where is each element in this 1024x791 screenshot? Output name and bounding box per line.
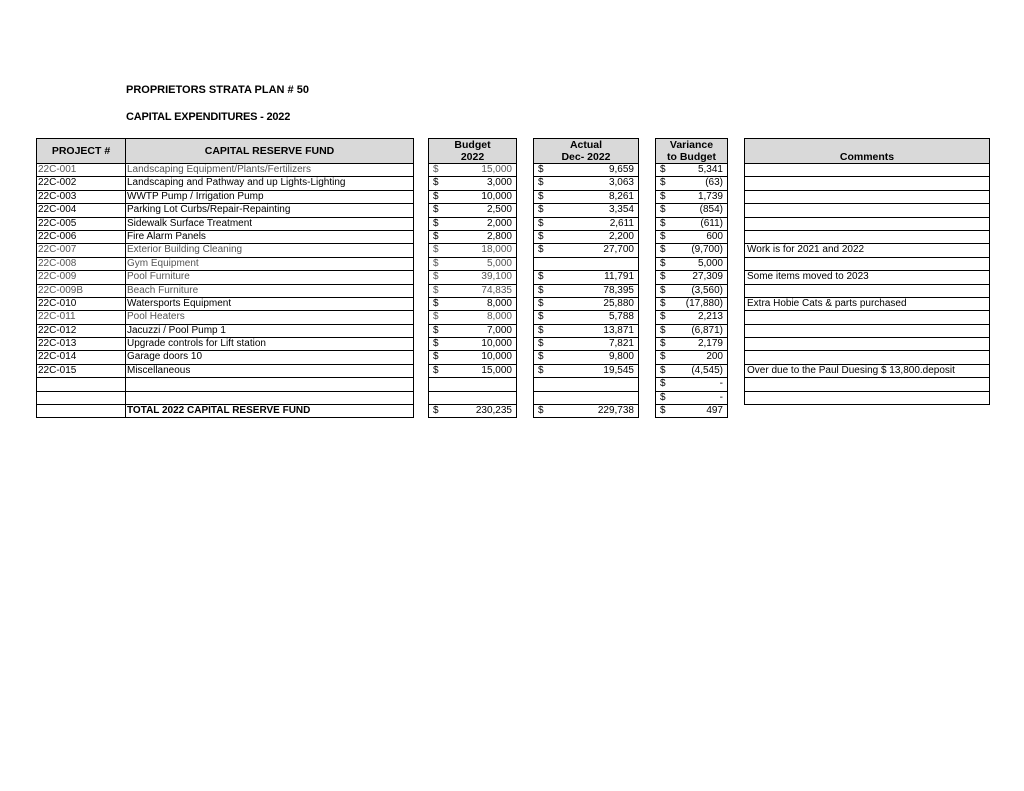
fund-description: Gym Equipment <box>125 258 414 271</box>
currency-symbol: $ <box>538 244 544 256</box>
currency-symbol: $ <box>538 311 544 323</box>
currency-symbol: $ <box>538 297 544 309</box>
fund-description: Exterior Building Cleaning <box>125 244 414 257</box>
fund-description: Fire Alarm Panels <box>125 231 414 244</box>
amount-value: 5,000 <box>486 257 512 269</box>
project-number: 22C-008 <box>36 258 126 271</box>
currency-symbol: $ <box>660 177 666 189</box>
amount-cell <box>533 365 639 378</box>
currency-symbol: $ <box>433 271 439 283</box>
amount-value: 2,213 <box>697 311 723 323</box>
actual-header-line2: Dec- 2022 <box>561 151 611 163</box>
amount-cell <box>428 191 517 204</box>
currency-symbol: $ <box>660 364 666 376</box>
currency-symbol: $ <box>660 405 666 417</box>
amount-value: 8,000 <box>486 297 512 309</box>
amount-value: 27,309 <box>692 271 723 283</box>
comment-cell: Work is for 2021 and 2022 <box>744 244 990 257</box>
project-number <box>36 392 126 405</box>
fund-description: Parking Lot Curbs/Repair-Repainting <box>125 204 414 217</box>
fund-header-label: CAPITAL RESERVE FUND <box>204 145 335 157</box>
currency-symbol: $ <box>538 351 544 363</box>
comment-cell: Extra Hobie Cats & parts purchased <box>744 298 990 311</box>
comments-header <box>744 138 990 164</box>
project-number: 22C-013 <box>36 338 126 351</box>
amount-cell <box>655 311 728 324</box>
amount-cell <box>533 378 639 391</box>
amount-cell <box>428 164 517 177</box>
project-number <box>36 378 126 391</box>
comment-cell <box>744 325 990 338</box>
amount-cell <box>533 204 639 217</box>
amount-cell <box>428 338 517 351</box>
currency-symbol: $ <box>538 204 544 216</box>
amount-value: (63) <box>705 177 723 189</box>
amount-cell <box>533 392 639 405</box>
fund-description: WWTP Pump / Irrigation Pump <box>125 191 414 204</box>
amount-cell <box>533 218 639 231</box>
fund-description: Garage doors 10 <box>125 351 414 364</box>
amount-cell <box>533 177 639 190</box>
project-number: 22C-012 <box>36 325 126 338</box>
project-number: 22C-006 <box>36 231 126 244</box>
fund-description: Pool Heaters <box>125 311 414 324</box>
currency-symbol: $ <box>538 405 544 417</box>
budget-header-line1: Budget <box>454 139 491 151</box>
currency-symbol: $ <box>433 338 439 350</box>
amount-value: 13,871 <box>603 324 634 336</box>
amount-value: 9,659 <box>608 164 634 175</box>
currency-symbol: $ <box>660 297 666 309</box>
amount-cell <box>655 177 728 190</box>
fund-description <box>125 378 414 391</box>
amount-value: (17,880) <box>685 297 723 309</box>
amount-cell <box>533 285 639 298</box>
project-header <box>36 138 126 164</box>
currency-symbol: $ <box>538 177 544 189</box>
amount-cell <box>428 218 517 231</box>
amount-cell <box>428 258 517 271</box>
amount-cell <box>533 405 639 418</box>
currency-symbol: $ <box>660 391 666 403</box>
amount-cell <box>428 378 517 391</box>
currency-symbol: $ <box>538 230 544 242</box>
amount-value: 78,395 <box>603 284 634 296</box>
project-number: 22C-009 <box>36 271 126 284</box>
currency-symbol: $ <box>433 257 439 269</box>
comment-cell <box>744 231 990 244</box>
amount-cell <box>428 298 517 311</box>
amount-value: 3,063 <box>608 177 634 189</box>
fund-description: Landscaping and Pathway and up Lights-Lighting <box>125 177 414 190</box>
actual-header <box>533 138 639 164</box>
currency-symbol: $ <box>538 271 544 283</box>
currency-symbol: $ <box>538 190 544 202</box>
amount-cell <box>655 365 728 378</box>
amount-value: 15,000 <box>481 164 512 175</box>
currency-symbol: $ <box>660 284 666 296</box>
amount-cell <box>428 311 517 324</box>
project-number: 22C-003 <box>36 191 126 204</box>
amount-value: 2,611 <box>609 217 634 229</box>
amount-value: 7,000 <box>486 324 512 336</box>
project-number: 22C-005 <box>36 218 126 231</box>
amount-cell <box>533 271 639 284</box>
currency-symbol: $ <box>660 257 666 269</box>
amount-cell <box>428 365 517 378</box>
comments-header-label: Comments <box>839 151 895 163</box>
amount-cell <box>533 258 639 271</box>
currency-symbol: $ <box>433 164 439 175</box>
comment-cell <box>744 285 990 298</box>
amount-value: 229,738 <box>597 405 634 417</box>
total-project-cell <box>36 405 126 418</box>
currency-symbol: $ <box>660 204 666 216</box>
variance-header-line1: Variance <box>669 139 714 151</box>
fund-description: Miscellaneous <box>125 365 414 378</box>
amount-cell <box>428 285 517 298</box>
amount-cell <box>533 351 639 364</box>
amount-cell <box>533 325 639 338</box>
comment-cell <box>744 392 990 405</box>
amount-value: (611) <box>700 217 723 229</box>
fund-description: Landscaping Equipment/Plants/Fertilizers <box>125 164 414 177</box>
currency-symbol: $ <box>538 324 544 336</box>
currency-symbol: $ <box>660 338 666 350</box>
amount-value: 2,800 <box>486 230 512 242</box>
amount-value: 39,100 <box>481 271 512 283</box>
fund-description <box>125 392 414 405</box>
currency-symbol: $ <box>538 164 544 175</box>
amount-value: 10,000 <box>481 338 512 350</box>
amount-value: (9,700) <box>691 244 723 256</box>
amount-cell <box>655 392 728 405</box>
amount-value: 2,500 <box>486 204 512 216</box>
amount-value: 497 <box>706 405 723 417</box>
amount-cell <box>533 311 639 324</box>
amount-cell <box>428 392 517 405</box>
amount-value: 74,835 <box>481 284 512 296</box>
amount-cell <box>428 177 517 190</box>
amount-value: 3,354 <box>608 204 634 216</box>
amount-value: 7,821 <box>608 338 634 350</box>
amount-cell <box>533 338 639 351</box>
currency-symbol: $ <box>433 284 439 296</box>
amount-value: 8,000 <box>486 311 512 323</box>
amount-cell <box>655 231 728 244</box>
amount-value: 200 <box>706 351 723 363</box>
currency-symbol: $ <box>660 230 666 242</box>
amount-value: (4,545) <box>691 364 723 376</box>
budget-header <box>428 138 517 164</box>
fund-description: Upgrade controls for Lift station <box>125 338 414 351</box>
amount-value: (3,560) <box>691 284 723 296</box>
amount-value: 2,000 <box>486 217 512 229</box>
amount-cell <box>655 298 728 311</box>
currency-symbol: $ <box>433 230 439 242</box>
amount-value: 15,000 <box>481 364 512 376</box>
currency-symbol: $ <box>660 271 666 283</box>
amount-cell <box>655 218 728 231</box>
currency-symbol: $ <box>660 351 666 363</box>
project-number: 22C-011 <box>36 311 126 324</box>
currency-symbol: $ <box>660 244 666 256</box>
project-number: 22C-010 <box>36 298 126 311</box>
sheet-title: CAPITAL EXPENDITURES - 2022 <box>126 111 291 123</box>
project-number: 22C-004 <box>36 204 126 217</box>
currency-symbol: $ <box>660 164 666 175</box>
amount-value: 9,800 <box>608 351 634 363</box>
amount-cell <box>428 271 517 284</box>
amount-cell <box>428 325 517 338</box>
total-label: TOTAL 2022 CAPITAL RESERVE FUND <box>125 405 414 418</box>
currency-symbol: $ <box>660 217 666 229</box>
variance-header-line2: to Budget <box>667 151 716 163</box>
amount-value: - <box>719 391 723 403</box>
amount-value: 2,179 <box>697 338 723 350</box>
currency-symbol: $ <box>433 177 439 189</box>
amount-value: 5,000 <box>697 257 723 269</box>
project-number: 22C-009B <box>36 285 126 298</box>
currency-symbol: $ <box>433 204 439 216</box>
amount-value: - <box>719 378 723 390</box>
currency-symbol: $ <box>433 217 439 229</box>
project-number: 22C-001 <box>36 164 126 177</box>
amount-cell <box>655 191 728 204</box>
comment-cell <box>744 164 990 177</box>
comment-cell: Some items moved to 2023 <box>744 271 990 284</box>
amount-cell <box>655 351 728 364</box>
amount-value: 230,235 <box>475 405 512 417</box>
project-number: 22C-014 <box>36 351 126 364</box>
project-number: 22C-002 <box>36 177 126 190</box>
currency-symbol: $ <box>538 364 544 376</box>
project-number: 22C-015 <box>36 365 126 378</box>
amount-cell <box>655 378 728 391</box>
fund-header <box>125 138 414 164</box>
amount-value: 27,700 <box>603 244 634 256</box>
amount-cell <box>533 298 639 311</box>
currency-symbol: $ <box>433 364 439 376</box>
currency-symbol: $ <box>433 244 439 256</box>
project-header-label: PROJECT # <box>51 145 111 157</box>
amount-cell <box>655 258 728 271</box>
amount-value: 10,000 <box>481 190 512 202</box>
amount-cell <box>533 231 639 244</box>
amount-cell <box>655 405 728 418</box>
amount-cell <box>428 231 517 244</box>
fund-description: Sidewalk Surface Treatment <box>125 218 414 231</box>
comment-cell <box>744 378 990 391</box>
currency-symbol: $ <box>660 311 666 323</box>
comment-cell: Over due to the Paul Duesing $ 13,800.deposit <box>744 365 990 378</box>
amount-cell <box>655 325 728 338</box>
amount-value: 1,739 <box>697 190 723 202</box>
currency-symbol: $ <box>433 297 439 309</box>
amount-value: 8,261 <box>608 190 634 202</box>
amount-value: 3,000 <box>486 177 512 189</box>
currency-symbol: $ <box>538 338 544 350</box>
currency-symbol: $ <box>433 311 439 323</box>
project-number: 22C-007 <box>36 244 126 257</box>
amount-cell <box>655 271 728 284</box>
comment-cell <box>744 191 990 204</box>
budget-header-line2: 2022 <box>460 151 485 163</box>
fund-description: Watersports Equipment <box>125 298 414 311</box>
comment-cell <box>744 218 990 231</box>
amount-cell <box>655 204 728 217</box>
amount-cell <box>533 244 639 257</box>
amount-cell <box>655 338 728 351</box>
org-title: PROPRIETORS STRATA PLAN # 50 <box>126 84 309 96</box>
amount-value: 10,000 <box>481 351 512 363</box>
currency-symbol: $ <box>433 405 439 417</box>
fund-description: Jacuzzi / Pool Pump 1 <box>125 325 414 338</box>
amount-cell <box>428 204 517 217</box>
currency-symbol: $ <box>660 324 666 336</box>
amount-cell <box>533 164 639 177</box>
currency-symbol: $ <box>433 351 439 363</box>
amount-value: 600 <box>706 230 723 242</box>
currency-symbol: $ <box>538 217 544 229</box>
amount-value: 25,880 <box>603 297 634 309</box>
amount-cell <box>428 405 517 418</box>
fund-description: Beach Furniture <box>125 285 414 298</box>
comment-cell <box>744 338 990 351</box>
amount-value: (854) <box>699 204 723 216</box>
amount-value: 19,545 <box>603 364 634 376</box>
actual-header-line1: Actual <box>569 139 603 151</box>
amount-value: 11,791 <box>604 271 634 283</box>
currency-symbol: $ <box>660 378 666 390</box>
comment-cell <box>744 311 990 324</box>
currency-symbol: $ <box>433 324 439 336</box>
amount-cell <box>533 191 639 204</box>
amount-value: 18,000 <box>481 244 512 256</box>
amount-value: 5,341 <box>697 164 723 175</box>
amount-value: 2,200 <box>608 230 634 242</box>
amount-cell <box>655 244 728 257</box>
comment-cell <box>744 177 990 190</box>
comment-cell <box>744 258 990 271</box>
comment-cell <box>744 351 990 364</box>
currency-symbol: $ <box>660 190 666 202</box>
currency-symbol: $ <box>538 284 544 296</box>
variance-header <box>655 138 728 164</box>
amount-cell <box>428 351 517 364</box>
comment-cell <box>744 204 990 217</box>
amount-cell <box>428 244 517 257</box>
amount-cell <box>655 164 728 177</box>
amount-value: (6,871) <box>691 324 723 336</box>
amount-value: 5,788 <box>608 311 634 323</box>
currency-symbol: $ <box>433 190 439 202</box>
amount-cell <box>655 285 728 298</box>
fund-description: Pool Furniture <box>125 271 414 284</box>
